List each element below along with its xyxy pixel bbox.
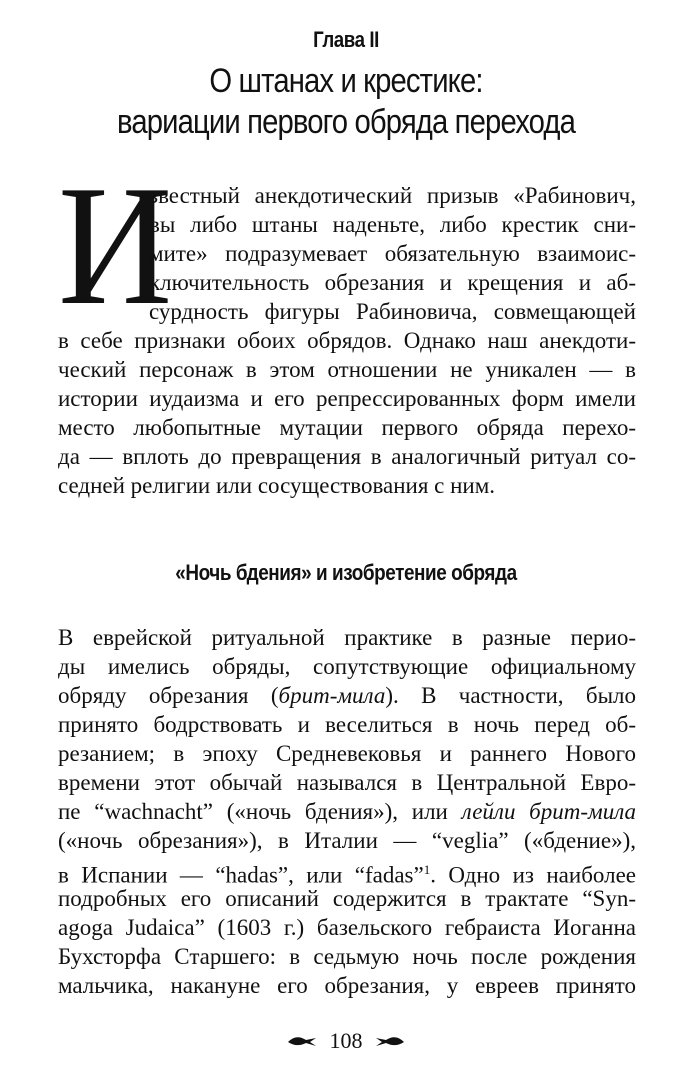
body-text: ). В частности, было	[385, 683, 636, 708]
intro-line: вы либо штаны наденьте, либо крестик сни-	[149, 212, 636, 237]
footnote-marker[interactable]: 1	[423, 862, 431, 877]
intro-line: ключительность обрезания и крещения и аб-	[149, 270, 636, 295]
italic-term: брит-мила	[278, 683, 386, 708]
drop-cap: И	[58, 151, 173, 341]
body-line: принято бодрствовать и веселиться в ночь перед об-	[58, 712, 636, 737]
page-number: 108	[329, 1027, 363, 1053]
body-line: В еврейской ритуальной практике в разные перио-	[58, 625, 636, 650]
intro-line: звестный анекдотический призыв «Рабинович,	[149, 183, 636, 208]
body-text: пе “wachnacht” («ночь бдения»), или	[58, 799, 462, 824]
body-line: («ночь обрезания»), в Италии — “veglia” («бдение»),	[58, 828, 636, 853]
body-line: agoga Judaica” (1603 г.) базельского гебраиста Иоганна	[58, 915, 636, 940]
intro-line: мите» подразумевает обязательную взаимоис-	[149, 241, 636, 266]
intro-line: сурдность фигуры Рабиновича, совмещающей	[149, 299, 636, 324]
body-text: обряду обрезания (	[58, 683, 279, 708]
intro-line: ческий персонаж в этом отношении не уникален — в	[58, 357, 636, 382]
body-text: . Одно из наиболее	[430, 862, 636, 888]
left-ornament-icon	[286, 1028, 318, 1054]
body-text: в Испании — “hadas”, или “fadas”	[58, 862, 424, 888]
intro-line: седней религии или сосуществования с ним.	[58, 473, 496, 498]
body-line	[58, 681, 636, 710]
body-line: мальчика, накануне его обрезания, у евреев принято	[58, 973, 636, 998]
body-line: времени этот обычай назывался в Центральной Евро-	[58, 770, 636, 795]
right-ornament-icon	[374, 1028, 406, 1054]
italic-term: лейли брит-мила	[461, 799, 637, 824]
chapter-title-line-1: О штанах и крестике:	[209, 62, 483, 100]
body-line: ды имелись обряды, сопутствующие официальному	[58, 654, 636, 679]
body-line	[58, 797, 636, 826]
section-heading: «Ночь бдения» и изобретение обряда	[175, 560, 517, 585]
intro-line: место любопытные мутации первого обряда перехо-	[58, 415, 636, 440]
body-line: резанием; в эпоху Средневековья и раннего Нового	[58, 741, 636, 766]
intro-line: да — вплоть до превращения в аналогичный ритуал со-	[58, 444, 636, 469]
body-line: подробных его описаний содержится в трактате “Syn-	[58, 886, 636, 911]
intro-line: истории иудаизма и его репрессированных форм имели	[58, 386, 636, 411]
page-footer	[0, 1026, 692, 1054]
body-line: Бухсторфа Старшего: в седьмую ночь после рождения	[58, 944, 636, 969]
chapter-label: Глава II	[313, 27, 379, 52]
intro-line: в себе признаки обоих обрядов. Однако наш анекдоти-	[58, 328, 636, 353]
chapter-title-line-2: вариации первого обряда перехода	[116, 103, 576, 141]
